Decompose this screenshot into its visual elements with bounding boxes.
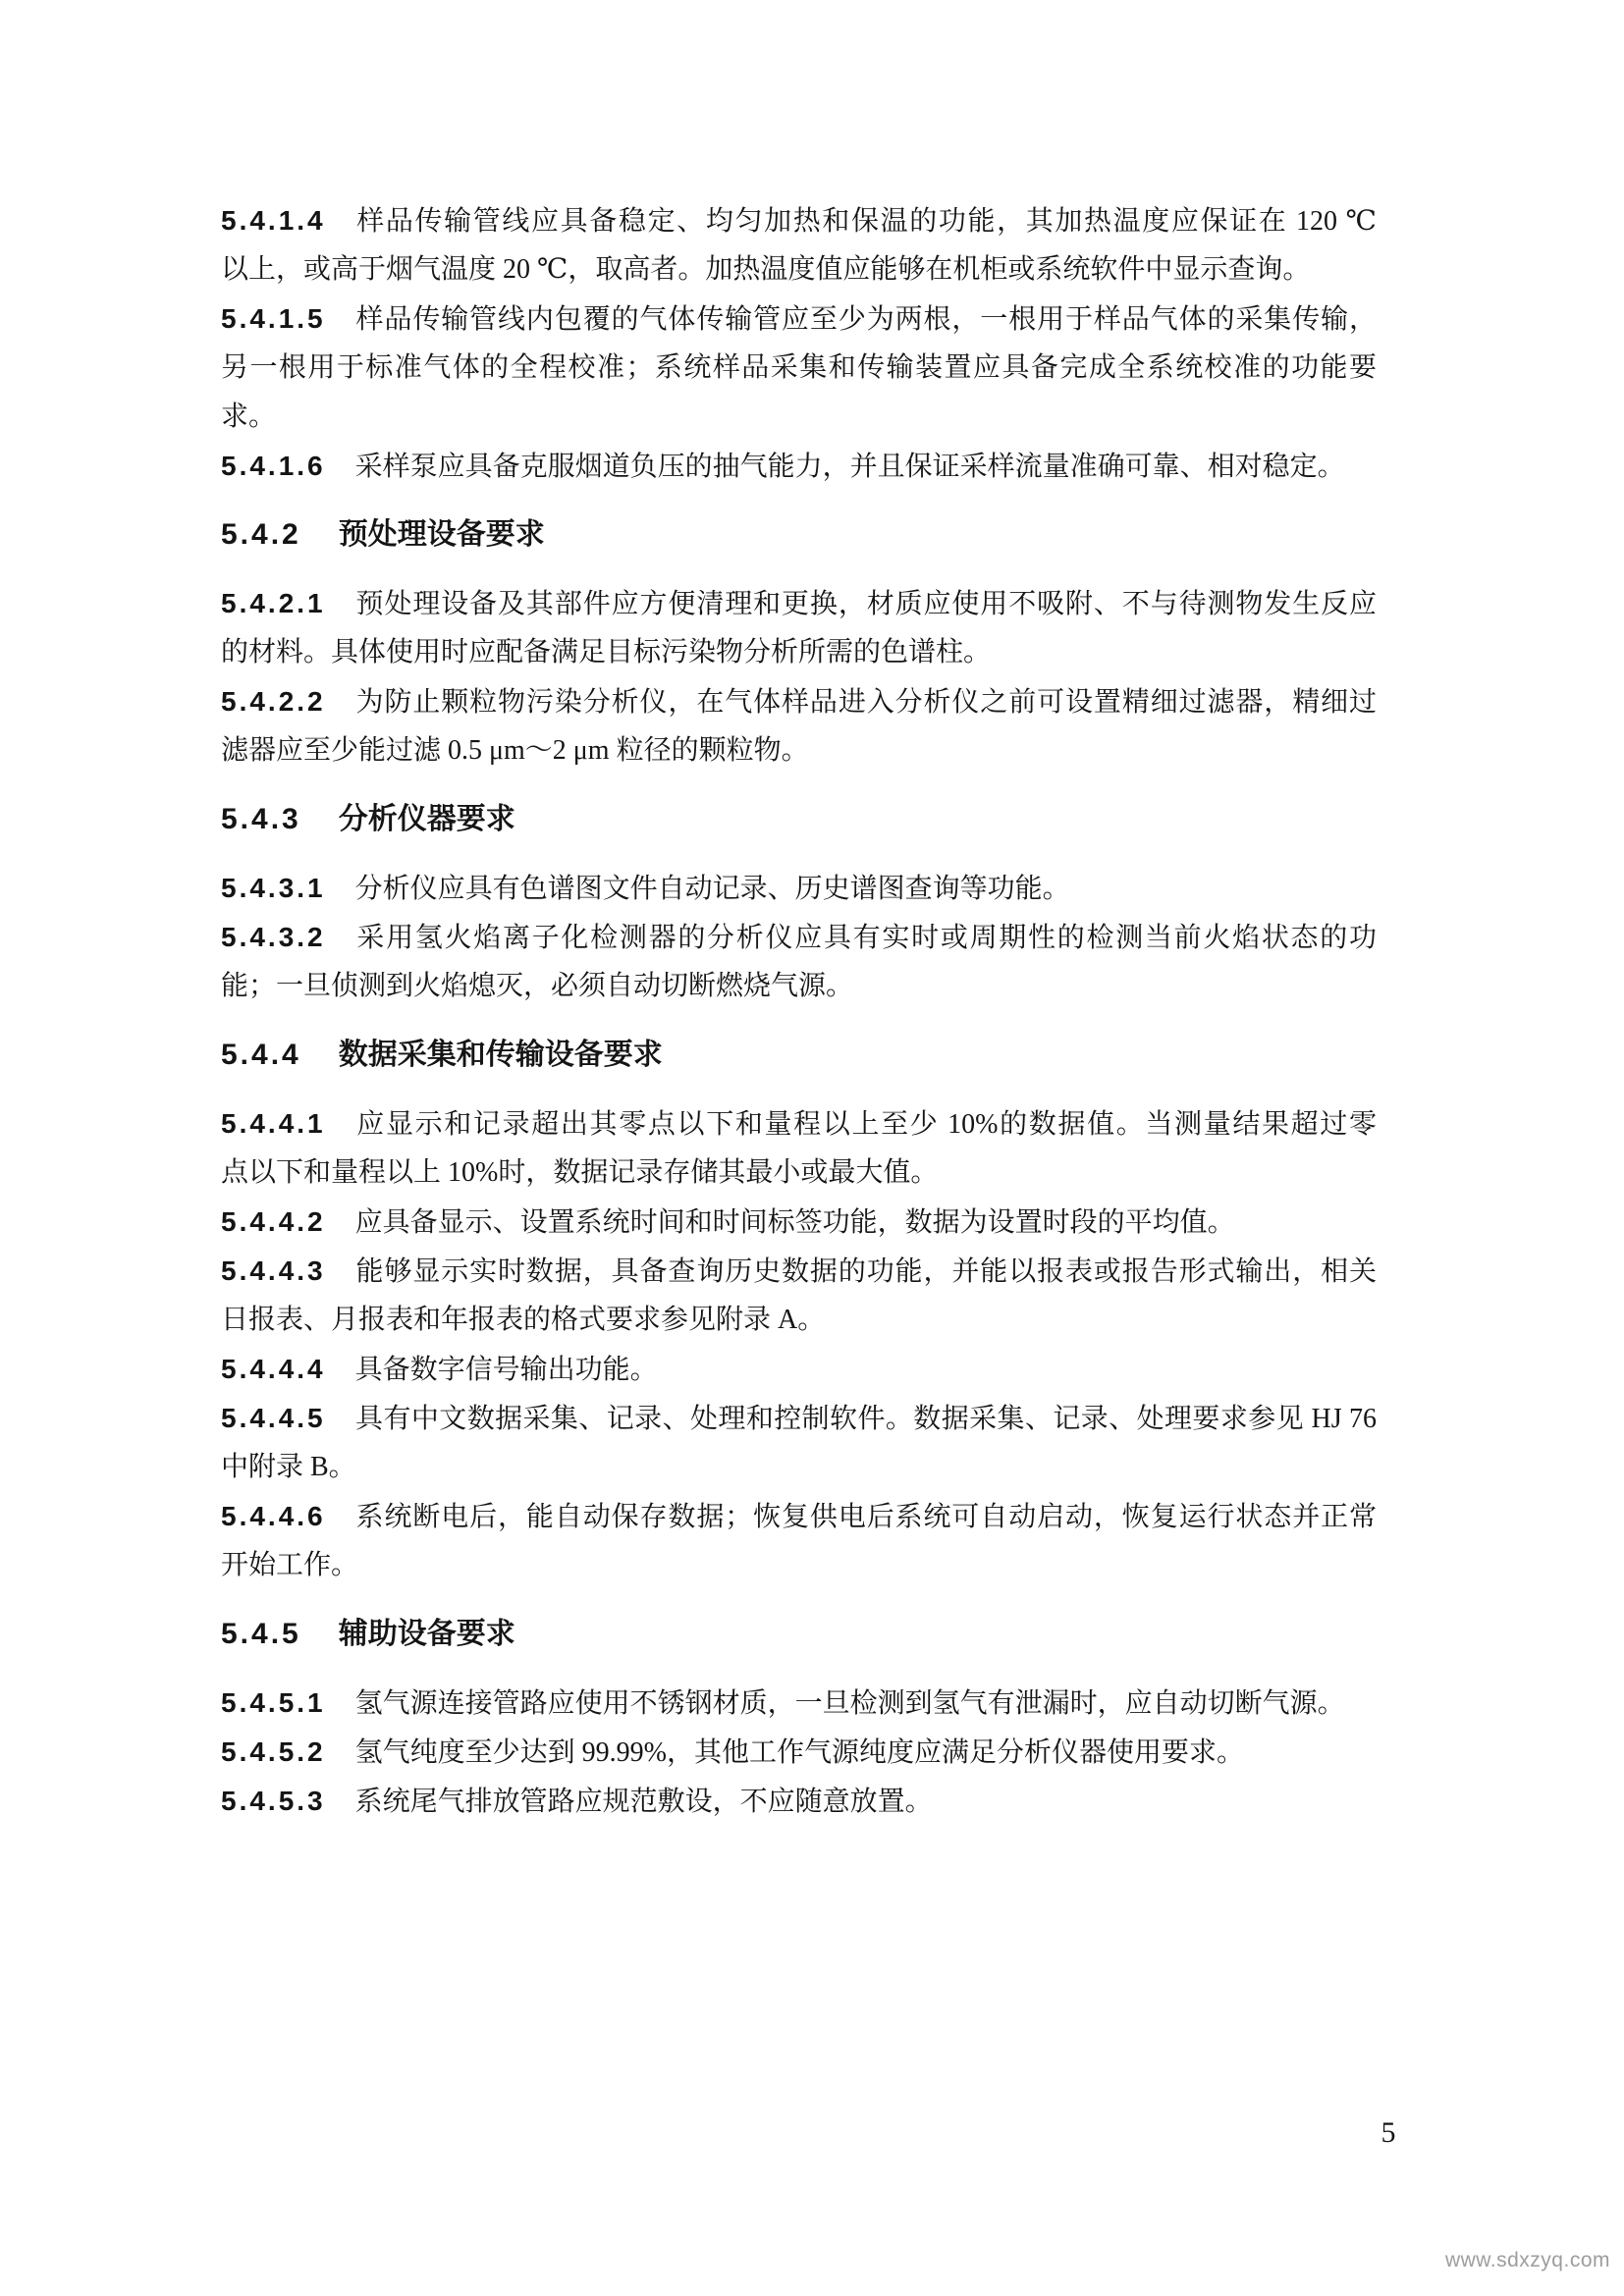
page-number: 5 [1380, 2116, 1396, 2149]
clause-paragraph [221, 677, 1377, 775]
clause-line [221, 196, 1377, 245]
clause-text: 日报表、月报表和年报表的格式要求参见附录 A。 [221, 1305, 826, 1335]
clause-line [221, 1394, 1377, 1443]
document-content [221, 196, 1377, 1826]
clause-number: 5.4.5.3 [221, 1786, 326, 1816]
clause-line [221, 294, 1377, 344]
section-heading [221, 510, 1377, 560]
clause-text: 求。 [221, 401, 277, 432]
clause-paragraph [221, 864, 1377, 913]
clause-number: 5.4.3.2 [221, 922, 326, 952]
clause-line [221, 1198, 1377, 1247]
clause-line [221, 726, 1377, 775]
clause-line [221, 1443, 1377, 1492]
clause-text: 开始工作。 [221, 1550, 359, 1580]
clause-number: 5.4.5.1 [221, 1687, 326, 1718]
clause-line [221, 962, 1377, 1011]
clause-line [221, 628, 1377, 677]
clause-line [221, 1728, 1377, 1777]
clause-line [221, 1777, 1377, 1826]
clause-number: 5.4.1.6 [221, 451, 326, 481]
clause-paragraph [221, 913, 1377, 1011]
clause-number: 5.4.4.2 [221, 1206, 326, 1237]
clause-paragraph [221, 1394, 1377, 1492]
clause-line [221, 442, 1377, 491]
section-heading [221, 795, 1377, 844]
section-number: 5.4.2 [221, 518, 301, 551]
clause-text: 具备数字信号输出功能。 [354, 1355, 658, 1385]
section-heading [221, 1031, 1377, 1080]
clause-number: 5.4.4.1 [221, 1108, 326, 1139]
clause-line [221, 913, 1377, 962]
clause-number: 5.4.4.5 [221, 1403, 326, 1433]
section-number: 5.4.5 [221, 1618, 301, 1650]
clause-paragraph [221, 1345, 1377, 1394]
clause-text: 应显示和记录超出其零点以下和量程以上至少 10%的数据值。当测量结果超过零 [354, 1109, 1377, 1140]
clause-line [221, 1247, 1377, 1296]
clause-text: 能；一旦侦测到火焰熄灭，必须自动切断燃烧气源。 [221, 971, 854, 1001]
clause-paragraph [221, 1728, 1377, 1777]
clause-paragraph [221, 1099, 1377, 1198]
section-title: 分析仪器要求 [338, 803, 515, 835]
clause-text: 具有中文数据采集、记录、处理和控制软件。数据采集、记录、处理要求参见 HJ 76 [354, 1404, 1377, 1434]
clause-number: 5.4.4.6 [221, 1501, 326, 1531]
clause-text: 点以下和量程以上 10%时，数据记录存储其最小或最大值。 [221, 1157, 939, 1188]
clause-text: 另一根用于标准气体的全程校准；系统样品采集和传输装置应具备完成全系统校准的功能要 [221, 352, 1377, 383]
clause-line [221, 1492, 1377, 1541]
clause-number: 5.4.4.4 [221, 1354, 326, 1384]
clause-paragraph [221, 1247, 1377, 1345]
clause-text: 氢气源连接管路应使用不锈钢材质，一旦检测到氢气有泄漏时，应自动切断气源。 [354, 1688, 1345, 1719]
clause-text: 以上，或高于烟气温度 20 ℃，取高者。加热温度值应能够在机柜或系统软件中显示查询。 [221, 254, 1311, 285]
clause-paragraph [221, 1492, 1377, 1590]
clause-text: 应具备显示、设置系统时间和时间标签功能，数据为设置时段的平均值。 [354, 1207, 1235, 1238]
clause-line [221, 1345, 1377, 1394]
clause-number: 5.4.1.4 [221, 205, 326, 236]
clause-text: 的材料。具体使用时应配备满足目标污染物分析所需的色谱柱。 [221, 637, 992, 667]
section-number: 5.4.3 [221, 803, 301, 835]
clause-paragraph [221, 1777, 1377, 1826]
section-title: 数据采集和传输设备要求 [338, 1039, 663, 1071]
clause-text: 系统断电后，能自动保存数据；恢复供电后系统可自动启动，恢复运行状态并正常 [354, 1502, 1377, 1532]
clause-line [221, 579, 1377, 628]
clause-text: 能够显示实时数据，具备查询历史数据的功能，并能以报表或报告形式输出，相关 [354, 1256, 1377, 1287]
clause-text: 中附录 B。 [221, 1452, 356, 1482]
clause-line [221, 1148, 1377, 1198]
clause-line [221, 1679, 1377, 1728]
clause-line [221, 1099, 1377, 1148]
clause-text: 为防止颗粒物污染分析仪，在气体样品进入分析仪之前可设置精细过滤器，精细过 [354, 687, 1377, 718]
clause-number: 5.4.3.1 [221, 873, 326, 903]
clause-paragraph [221, 1198, 1377, 1247]
clause-paragraph [221, 1679, 1377, 1728]
clause-line [221, 245, 1377, 294]
clause-text: 采样泵应具备克服烟道负压的抽气能力，并且保证采样流量准确可靠、相对稳定。 [354, 452, 1345, 482]
clause-line [221, 1541, 1377, 1590]
clause-number: 5.4.2.2 [221, 686, 326, 717]
clause-number: 5.4.2.1 [221, 588, 326, 618]
clause-text: 预处理设备及其部件应方便清理和更换，材质应使用不吸附、不与待测物发生反应 [354, 589, 1377, 619]
section-number: 5.4.4 [221, 1039, 301, 1071]
clause-text: 分析仪应具有色谱图文件自动记录、历史谱图查询等功能。 [354, 874, 1070, 904]
clause-paragraph [221, 579, 1377, 677]
clause-text: 滤器应至少能过滤 0.5 μm～2 μm 粒径的颗粒物。 [221, 735, 809, 766]
clause-text: 氢气纯度至少达到 99.99%，其他工作气源纯度应满足分析仪器使用要求。 [354, 1737, 1244, 1768]
clause-number: 5.4.5.2 [221, 1736, 326, 1767]
clause-number: 5.4.4.3 [221, 1255, 326, 1286]
section-title: 预处理设备要求 [338, 518, 545, 551]
clause-text: 采用氢火焰离子化检测器的分析仪应具有实时或周期性的检测当前火焰状态的功 [354, 923, 1377, 953]
clause-line [221, 344, 1377, 393]
clause-line [221, 393, 1377, 442]
clause-paragraph [221, 196, 1377, 294]
clause-text: 样品传输管线内包覆的气体传输管应至少为两根，一根用于样品气体的采集传输， [354, 304, 1377, 335]
section-heading [221, 1610, 1377, 1659]
section-title: 辅助设备要求 [338, 1618, 515, 1650]
clause-number: 5.4.1.5 [221, 303, 326, 334]
watermark: www.sdxzyq.com [1444, 2249, 1610, 2271]
clause-line [221, 1296, 1377, 1345]
clause-line [221, 864, 1377, 913]
clause-text: 系统尾气排放管路应规范敷设，不应随意放置。 [354, 1787, 933, 1817]
clause-paragraph [221, 294, 1377, 442]
clause-line [221, 677, 1377, 726]
clause-text: 样品传输管线应具备稳定、均匀加热和保温的功能，其加热温度应保证在 120 ℃ [354, 206, 1377, 237]
clause-paragraph [221, 442, 1377, 491]
